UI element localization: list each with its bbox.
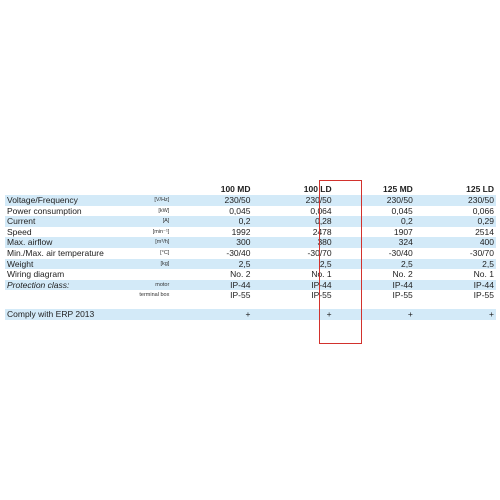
spec-value: 0,2: [334, 216, 415, 227]
spec-value: 230/50: [171, 195, 252, 206]
spec-unit: [123, 309, 171, 320]
spec-value: IP-55: [415, 290, 496, 301]
spec-label: [5, 290, 123, 301]
model-header: 100 MD: [220, 184, 251, 195]
header-row: [5, 183, 496, 195]
spacer-cell: [5, 301, 496, 309]
spec-value: 2514: [415, 227, 496, 238]
spec-value: 380: [252, 237, 333, 248]
spec-value: 0,28: [252, 216, 333, 227]
spec-row: [5, 290, 496, 301]
spec-value: IP-44: [334, 280, 415, 291]
spec-value: +: [334, 309, 415, 320]
spec-unit: [°C]: [123, 248, 171, 259]
spec-value: IP-44: [415, 280, 496, 291]
spec-label: Voltage/Frequency: [5, 195, 123, 206]
spec-value: +: [415, 309, 496, 320]
spec-label: Power consumption: [5, 206, 123, 217]
spec-value: 1992: [171, 227, 252, 238]
spec-value: -30/40: [334, 248, 415, 259]
spec-value: 0,045: [171, 206, 252, 217]
spec-value: 2478: [252, 227, 333, 238]
spec-value: -30/40: [171, 248, 252, 259]
spec-unit: terminal box: [123, 290, 171, 301]
spec-value: No. 2: [171, 269, 252, 280]
spec-label: Speed: [5, 227, 123, 238]
spec-value: -30/70: [415, 248, 496, 259]
spec-value: 2,5: [252, 259, 333, 270]
spec-row: [5, 248, 496, 259]
spec-row: [5, 195, 496, 206]
spec-label: Weight: [5, 259, 123, 270]
spec-value: +: [171, 309, 252, 320]
spec-value: 0,29: [415, 216, 496, 227]
row-spacer: [5, 301, 496, 309]
spec-value: 230/50: [415, 195, 496, 206]
spec-unit: [A]: [123, 216, 171, 227]
spec-value: 2,5: [171, 259, 252, 270]
spec-value: +: [252, 309, 333, 320]
model-header: 100 LD: [303, 184, 332, 195]
spec-value: 0,066: [415, 206, 496, 217]
spec-label: Comply with ERP 2013: [5, 309, 123, 320]
spec-value: IP-44: [171, 280, 252, 291]
spec-label: Protection class:: [5, 280, 123, 291]
spec-value: No. 1: [252, 269, 333, 280]
spec-unit: [kg]: [123, 259, 171, 270]
header-blank: [123, 183, 171, 195]
spec-unit: [V/Hz]: [123, 195, 171, 206]
spec-value: 230/50: [252, 195, 333, 206]
spec-row: [5, 206, 496, 217]
specification-rows: [5, 195, 496, 320]
spec-value: IP-55: [171, 290, 252, 301]
spec-unit: [123, 269, 171, 280]
spec-value: IP-55: [334, 290, 415, 301]
spec-row: [5, 269, 496, 280]
spec-row: [5, 227, 496, 238]
header-blank: [5, 183, 123, 195]
specification-table: [5, 183, 496, 320]
spec-value: No. 2: [334, 269, 415, 280]
spec-unit: [min⁻¹]: [123, 227, 171, 238]
spec-value: 1907: [334, 227, 415, 238]
spec-row: [5, 280, 496, 291]
spec-row: [5, 309, 496, 320]
model-header: 125 MD: [383, 184, 413, 195]
spec-row: [5, 259, 496, 270]
spec-unit: [m³/h]: [123, 237, 171, 248]
spec-row: [5, 216, 496, 227]
spec-label: Wiring diagram: [5, 269, 123, 280]
spec-value: -30/70: [252, 248, 333, 259]
spec-value: 0,045: [334, 206, 415, 217]
spec-value: IP-55: [252, 290, 333, 301]
spec-label: Max. airflow: [5, 237, 123, 248]
spec-value: 400: [415, 237, 496, 248]
spec-unit: [kW]: [123, 206, 171, 217]
spec-value: 230/50: [334, 195, 415, 206]
spec-value: No. 1: [415, 269, 496, 280]
spec-value: IP-44: [252, 280, 333, 291]
spec-label: Current: [5, 216, 123, 227]
model-header: 125 LD: [466, 184, 494, 195]
spec-value: 300: [171, 237, 252, 248]
spec-value: 2,5: [415, 259, 496, 270]
spec-value: 0,2: [171, 216, 252, 227]
spec-value: 324: [334, 237, 415, 248]
spec-unit: motor: [123, 280, 171, 291]
spec-value: 2,5: [334, 259, 415, 270]
spec-value: 0,064: [252, 206, 333, 217]
spec-row: [5, 237, 496, 248]
spec-label: Min./Max. air temperature: [5, 248, 123, 259]
